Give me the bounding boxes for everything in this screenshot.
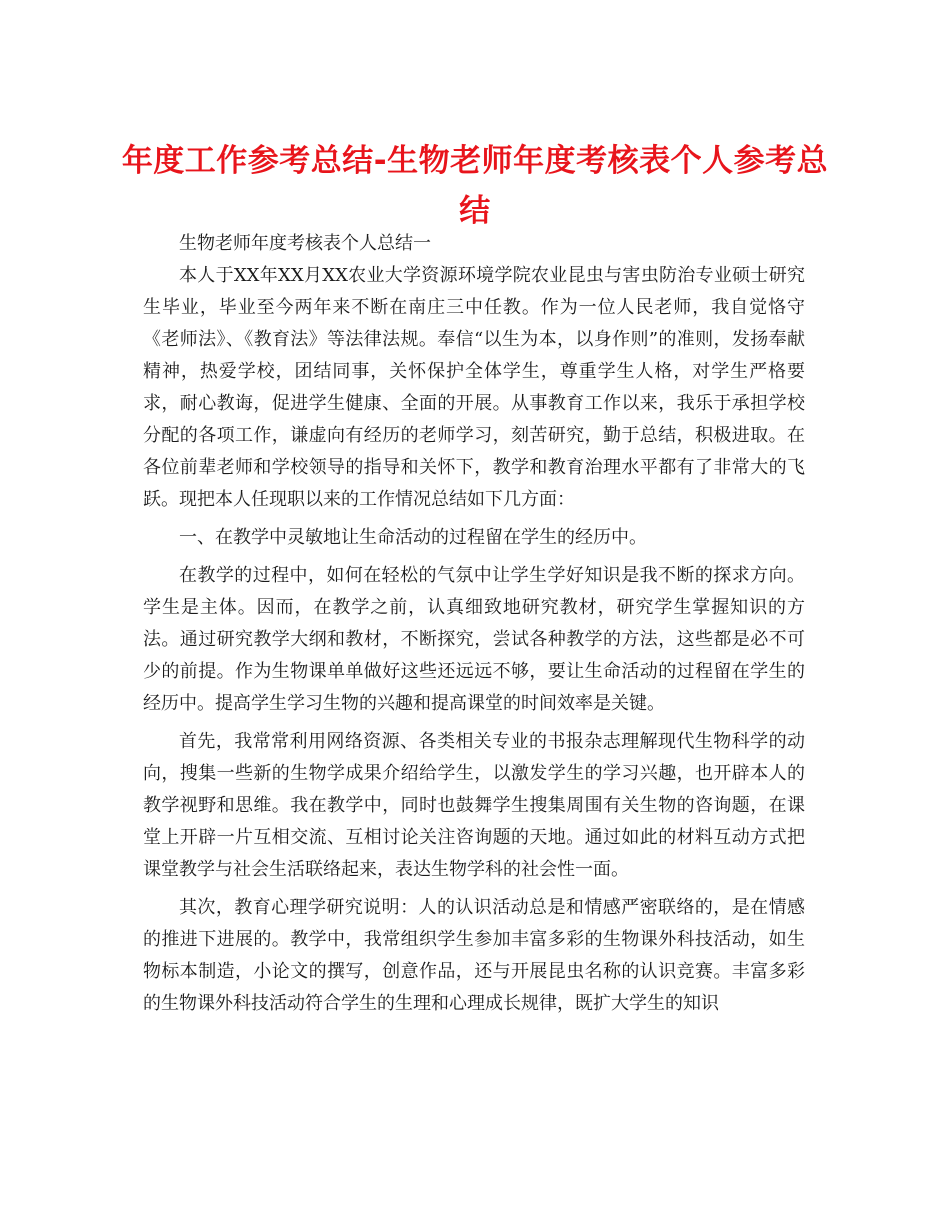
paragraph-intro: 本人于XX年XX月XX农业大学资源环境学院农业昆虫与害虫防治专业硕士研究生毕业，毕业至今两年来不断在南庄三中任教。作为一位人民老师，我自觉恪守《老师法》、《教育法》等法律法规。奉信“以生为本，以身作则”的准则，发扬奉献精神，热爱学校，团结同事，关怀保护全体学生，尊重学生人格，对学生严格要求，耐心教诲，促进学生健康、全面的开展。从事教育工作以来，我乐于承担学校分配的各项工作，谦虚向有经历的老师学习，刻苦研究，勤于总结，积极进取。在各位前辈老师和学校领导的指导和关怀下，教学和教育治理水平都有了非常大的飞跃。现把本人任现职以来的工作情况总结如下几方面：: [143, 265, 805, 510]
section-heading: 生物老师年度考核表个人总结一: [179, 233, 431, 254]
paragraph: 其次，教育心理学研究说明：人的认识活动总是和情感严密联络的，是在情感的推进下进展的。教学中，我常组织学生参加丰富多彩的生物课外科技活动，如生物标本制造，小论文的撰写，创意作品，还与开展昆虫名称的认识竞赛。丰富多彩的生物课外科技活动符合学生的生理和心理成长规律，既扩大学生的知识: [143, 897, 805, 1014]
document-body: [143, 228, 805, 1026]
section-heading: 一、在教学中灵敏地让生命活动的过程留在学生的经历中。: [179, 527, 647, 548]
document-title: 年度工作参考总结-生物老师年度考核表个人参考总结: [121, 143, 829, 229]
paragraph: 在教学的过程中，如何在轻松的气氛中让学生学好知识是我不断的探求方向。学生是主体。因而，在教学之前，认真细致地研究教材，研究学生掌握知识的方法。通过研究教学大纲和教材，不断探究，尝试各种教学的方法，这些都是必不可少的前提。作为生物课单单做好这些还远远不够，要让生命活动的过程留在学生的经历中。提高学生学习生物的兴趣和提高课堂的时间效率是关键。: [143, 565, 805, 714]
paragraph: 首先，我常常利用网络资源、各类相关专业的书报杂志理解现代生物科学的动向，搜集一些新的生物学成果介绍给学生，以激发学生的学习兴趣，也开辟本人的教学视野和思维。我在教学中，同时也鼓舞学生搜集周围有关生物的咨询题，在课堂上开辟一片互相交流、互相讨论关注咨询题的天地。通过如此的材料互动方式把课堂教学与社会生活联络起来，表达生物学科的社会性一面。: [143, 731, 805, 880]
